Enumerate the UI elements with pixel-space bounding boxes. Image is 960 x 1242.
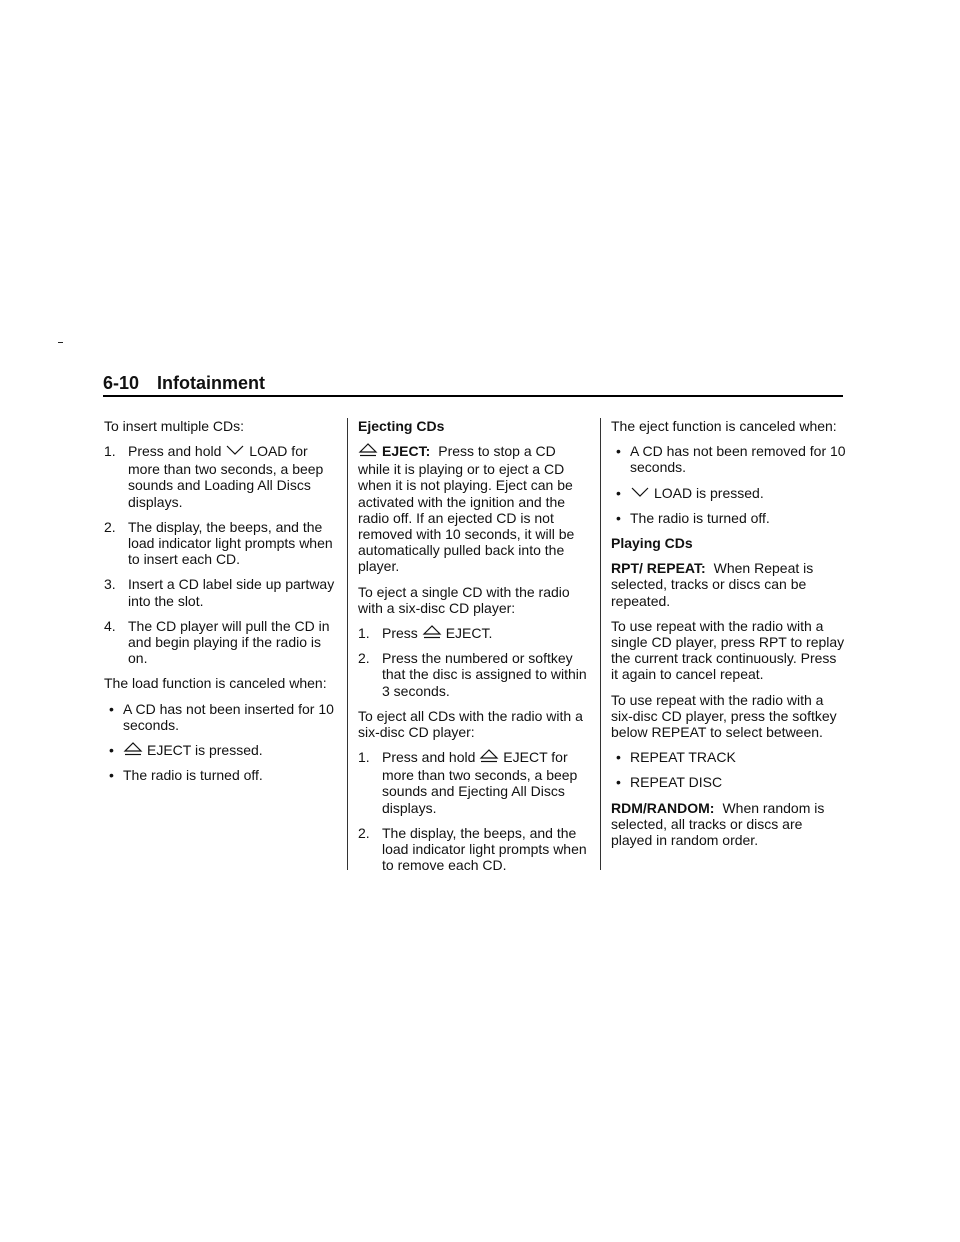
- bullet-icon: •: [616, 749, 621, 766]
- step-text: EJECT for: [503, 749, 568, 766]
- bullet-item: [104, 742, 340, 758]
- load-icon: [225, 443, 245, 457]
- bullet-text: The radio is turned off.: [630, 509, 770, 526]
- bullet-item: [611, 510, 847, 526]
- bullet-text: The radio is turned off.: [123, 767, 263, 784]
- step-text: Press the numbered or softkey that the disc is assigned to within 3 seconds.: [382, 650, 587, 699]
- step-text: more than two seconds, a beep sounds and Ejecting All Discs displays.: [382, 767, 578, 816]
- step-text: The CD player will pull the CD in and begin playing if the radio is on.: [128, 617, 330, 667]
- bullet-item: [104, 767, 340, 783]
- paragraph: [611, 800, 847, 849]
- section-title: Infotainment: [157, 373, 266, 393]
- term-text: When Repeat is selected, tracks or discs can be repeated.: [611, 560, 814, 609]
- paragraph: Press to stop a CD: [438, 443, 556, 460]
- paragraph: To eject a single CD with the radio with a six-disc CD player:: [358, 583, 570, 616]
- bullet-icon: •: [616, 443, 621, 460]
- margin-mark: [58, 342, 63, 343]
- step-first-line: [382, 749, 590, 766]
- bullet-icon: •: [616, 774, 621, 791]
- bullet-item: [611, 485, 847, 501]
- column-1: [104, 418, 340, 792]
- eject-icon: [358, 443, 378, 457]
- header-title: [103, 372, 843, 394]
- list-item: [358, 749, 590, 816]
- step-text: Press and hold: [128, 443, 222, 460]
- paragraph: To use repeat with the radio with a single CD player, press RPT to replay the current track continuously. Press it again to cancel repeat.: [611, 617, 845, 683]
- section-heading: Ejecting CDs: [358, 418, 445, 434]
- step-number: 1.: [104, 443, 116, 460]
- column-2: [358, 418, 590, 882]
- step-number: 3.: [104, 576, 116, 593]
- step-number: 1.: [358, 749, 370, 766]
- paragraph: The eject function is canceled when:: [611, 418, 837, 434]
- paragraph: To use repeat with the radio with a six-disc CD player, press the softkey below REPEAT to select between.: [611, 691, 837, 741]
- list-item: [358, 625, 590, 641]
- paragraph: The load function is canceled when:: [104, 675, 327, 692]
- bullet-item: [611, 774, 847, 790]
- term-label: EJECT:: [382, 443, 431, 460]
- step-number: 2.: [358, 824, 370, 841]
- bullet-text: A CD has not been inserted for 10 seconds.: [123, 700, 334, 733]
- step-text: The display, the beeps, and the load indicator light prompts when to insert each CD.: [128, 518, 333, 568]
- step-text: Insert a CD label side up partway into the slot.: [128, 576, 335, 609]
- column-3: [611, 418, 847, 857]
- term-text: When random is selected, all tracks or discs are played in random order.: [611, 799, 825, 849]
- term-label: RDM/RANDOM:: [611, 799, 715, 816]
- paragraph: To insert multiple CDs:: [104, 418, 245, 434]
- paragraph: while it is playing or to eject a CD when it is not playing. Eject can be activated with the ignition and the radio off. If an ejected CD is not removed with 10 seconds, it will be automatically pulled back into the player.: [358, 461, 575, 575]
- header-rule: [103, 395, 843, 397]
- bullet-icon: •: [616, 509, 621, 526]
- step-number: 1.: [358, 625, 370, 642]
- column-divider: [347, 418, 348, 870]
- eject-icon: [479, 749, 499, 763]
- list-item: [104, 576, 340, 608]
- step-number: 4.: [104, 617, 116, 634]
- step-text: The display, the beeps, and the load indicator light prompts when to remove each CD.: [382, 824, 587, 874]
- page-header: [103, 372, 843, 397]
- page-number: 6-10: [103, 373, 140, 393]
- bullet-text: REPEAT DISC: [630, 774, 723, 791]
- step-text: more than two seconds, a beep sounds and Loading All Discs displays.: [128, 461, 324, 510]
- list-item: [104, 443, 340, 510]
- bullet-item: [611, 749, 847, 765]
- bullet-icon: •: [109, 767, 114, 784]
- step-first-line: [128, 443, 340, 460]
- step-text: Press: [382, 625, 418, 642]
- list-item: [104, 618, 340, 667]
- paragraph: [611, 560, 847, 609]
- list-item: [358, 825, 590, 874]
- step-number: 2.: [358, 650, 370, 667]
- step-text: EJECT.: [445, 625, 493, 642]
- bullet-icon: •: [109, 700, 114, 717]
- bullet-text: A CD has not been removed for 10 seconds.: [630, 443, 846, 476]
- list-item: [358, 650, 590, 699]
- step-number: 2.: [104, 518, 116, 535]
- section-heading: Playing CDs: [611, 535, 693, 552]
- eject-icon: [422, 625, 442, 639]
- paragraph: To eject all CDs with the radio with a six-disc CD player:: [358, 707, 583, 741]
- bullet-text: EJECT is pressed.: [147, 742, 263, 759]
- bullet-text: REPEAT TRACK: [630, 749, 736, 766]
- step-text: LOAD for: [249, 443, 308, 460]
- term-label: RPT/ REPEAT:: [611, 560, 706, 577]
- column-divider: [600, 418, 601, 870]
- step-text: Press and hold: [382, 749, 476, 766]
- bullet-icon: •: [109, 742, 114, 759]
- bullet-icon: •: [616, 484, 621, 501]
- eject-desc-first-line: [358, 443, 590, 460]
- eject-icon: [123, 742, 143, 756]
- load-icon: [630, 485, 650, 499]
- bullet-item: [611, 443, 847, 475]
- list-item: [104, 519, 340, 568]
- bullet-item: [104, 701, 340, 733]
- bullet-text: LOAD is pressed.: [654, 484, 764, 501]
